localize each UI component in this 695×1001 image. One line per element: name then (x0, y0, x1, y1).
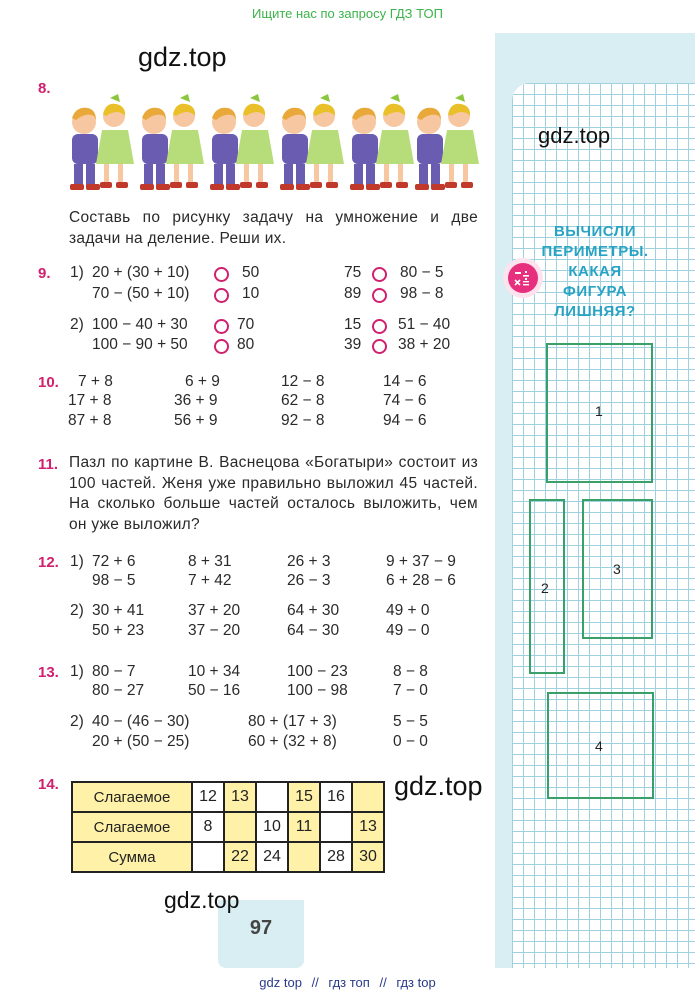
table-cell[interactable]: 28 (320, 842, 352, 872)
table-cell[interactable] (224, 812, 256, 842)
task-14-number: 14. (38, 776, 59, 793)
expression: 100 − 90 + 50 (92, 336, 188, 353)
expression: 80 − 27 (92, 682, 145, 699)
task-12-number: 12. (38, 554, 59, 571)
compare-circle[interactable] (372, 319, 387, 334)
task-9-number: 9. (38, 265, 51, 282)
watermark-1: gdz.top (138, 42, 227, 72)
table-cell[interactable]: 10 (256, 812, 288, 842)
expression: 80 − 5 (400, 264, 444, 281)
expression: 80 (237, 336, 255, 353)
table-cell[interactable]: 15 (288, 782, 320, 812)
expression: 15 (344, 316, 362, 333)
expression: 6 + 9 (185, 373, 220, 390)
expression: 50 + 23 (92, 622, 145, 639)
bottom-link[interactable]: gdz top (259, 975, 302, 990)
expression: 98 − 5 (92, 572, 136, 589)
expression: 38 + 20 (398, 336, 451, 353)
expression: 8 + 31 (188, 553, 232, 570)
table-cell[interactable] (320, 812, 352, 842)
table-cell[interactable]: 22 (224, 842, 256, 872)
expression: 6 + 28 − 6 (386, 572, 456, 589)
expression: 10 + 34 (188, 663, 241, 680)
callout-line: ФИГУРА (563, 283, 627, 300)
compare-circle[interactable] (214, 319, 229, 334)
compare-circle[interactable] (214, 288, 229, 303)
task-9-part2-label: 2) (70, 316, 84, 333)
expression: 72 + 6 (92, 553, 136, 570)
watermark-4: gdz.top (164, 887, 240, 913)
compare-circle[interactable] (214, 267, 229, 282)
shape-label-2: 2 (541, 580, 549, 596)
expression: 12 − 8 (281, 373, 325, 390)
table-cell[interactable] (352, 782, 384, 812)
bottom-link[interactable]: гдз top (396, 975, 436, 990)
shape-label-3: 3 (613, 561, 621, 577)
expression: 49 − 0 (386, 622, 430, 639)
expression: 80 + (17 + 3) (248, 713, 337, 730)
table-cell[interactable] (192, 842, 224, 872)
top-banner[interactable]: Ищите нас по запросу ГДЗ ТОП (252, 6, 443, 21)
expression: 51 − 40 (398, 316, 451, 333)
watermark-2: gdz.top (538, 123, 611, 148)
expression: 62 − 8 (281, 392, 325, 409)
expression: 70 − (50 + 10) (92, 285, 190, 302)
expression: 100 − 23 (287, 663, 348, 680)
expression: 64 + 30 (287, 602, 340, 619)
table-cell[interactable] (288, 842, 320, 872)
expression: 30 + 41 (92, 602, 145, 619)
task-11-number: 11. (38, 456, 59, 473)
table-row (72, 782, 384, 812)
table-cell[interactable]: 13 (352, 812, 384, 842)
expression: 7 + 8 (78, 373, 113, 390)
expression: 100 − 98 (287, 682, 348, 699)
shape-label-4: 4 (595, 738, 603, 754)
table-cell[interactable]: 8 (192, 812, 224, 842)
table-cell[interactable] (256, 782, 288, 812)
expression: 40 − (46 − 30) (92, 713, 190, 730)
row-header: Сумма (72, 842, 192, 872)
task-12-part1-label: 1) (70, 553, 84, 570)
compare-circle[interactable] (372, 339, 387, 354)
dancing-children-illustration (66, 86, 480, 196)
expression: 75 (344, 264, 362, 281)
callout-line: ВЫЧИСЛИ (553, 223, 637, 240)
compare-circle[interactable] (214, 339, 229, 354)
table-cell[interactable]: 12 (192, 782, 224, 812)
perimeter-callout (525, 222, 665, 322)
task-8-number: 8. (38, 80, 51, 97)
table-row (72, 812, 384, 842)
page-number: 97 (249, 917, 273, 939)
task-13-part2-label: 2) (70, 713, 84, 730)
expression: 64 − 30 (287, 622, 340, 639)
task-13-number: 13. (38, 664, 59, 681)
compare-circle[interactable] (372, 288, 387, 303)
expression: 0 − 0 (393, 733, 428, 750)
expression: 7 + 42 (188, 572, 232, 589)
expression: 92 − 8 (281, 412, 325, 429)
task-11-text: Пазл по картине В. Васнецова «Богатыри» состоит из 100 частей. Женя уже правильно выложил 45 частей. На сколько больше частей осталось выложить, чем он уже выложил? (69, 454, 478, 533)
compare-circle[interactable] (372, 267, 387, 282)
expression: 70 (237, 316, 255, 333)
expression: 50 (242, 264, 260, 281)
expression: 37 − 20 (188, 622, 241, 639)
bottom-banner (0, 975, 695, 990)
expression: 39 (344, 336, 362, 353)
expression: 60 + (32 + 8) (248, 733, 337, 750)
expression: 37 + 20 (188, 602, 241, 619)
task-9-part1-label: 1) (70, 264, 84, 281)
expression: 98 − 8 (400, 285, 444, 302)
addition-table (71, 781, 385, 873)
expression: 36 + 9 (174, 392, 218, 409)
expression: 49 + 0 (386, 602, 430, 619)
callout-line: КАКАЯ (568, 263, 622, 280)
task-13-part1-label: 1) (70, 663, 84, 680)
shape-label-1: 1 (595, 403, 603, 419)
expression: 14 − 6 (383, 373, 427, 390)
expression: 9 + 37 − 9 (386, 553, 456, 570)
table-cell[interactable]: 16 (320, 782, 352, 812)
expression: 100 − 40 + 30 (92, 316, 188, 333)
bottom-link[interactable]: гдз топ (328, 975, 370, 990)
expression: 74 − 6 (383, 392, 427, 409)
table-cell[interactable]: 24 (256, 842, 288, 872)
callout-line: ЛИШНЯЯ? (554, 303, 636, 320)
expression: 20 + (50 − 25) (92, 733, 190, 750)
expression: 20 + (30 + 10) (92, 264, 190, 281)
expression: 94 − 6 (383, 412, 427, 429)
expression: 8 − 8 (393, 663, 428, 680)
expression: 89 (344, 285, 362, 302)
expression: 80 − 7 (92, 663, 136, 680)
row-header: Слагаемое (72, 812, 192, 842)
table-cell[interactable]: 13 (224, 782, 256, 812)
separator: // (379, 975, 387, 990)
expression: 26 − 3 (287, 572, 331, 589)
separator: // (311, 975, 319, 990)
expression: 7 − 0 (393, 682, 428, 699)
task-10-number: 10. (38, 374, 59, 391)
table-cell[interactable]: 30 (352, 842, 384, 872)
callout-line: ПЕРИМЕТРЫ. (541, 243, 649, 260)
calculator-icon (508, 263, 538, 293)
watermark-3: gdz.top (394, 771, 483, 801)
task-8-text: Составь по рисунку задачу на умножение и две задачи на деление. Реши их. (69, 209, 478, 247)
task-12-part2-label: 2) (70, 602, 84, 619)
row-header: Слагаемое (72, 782, 192, 812)
expression: 10 (242, 285, 260, 302)
expression: 5 − 5 (393, 713, 428, 730)
expression: 17 + 8 (68, 392, 112, 409)
table-cell[interactable]: 11 (288, 812, 320, 842)
expression: 26 + 3 (287, 553, 331, 570)
table-row (72, 842, 384, 872)
expression: 50 − 16 (188, 682, 241, 699)
expression: 87 + 8 (68, 412, 112, 429)
expression: 56 + 9 (174, 412, 218, 429)
